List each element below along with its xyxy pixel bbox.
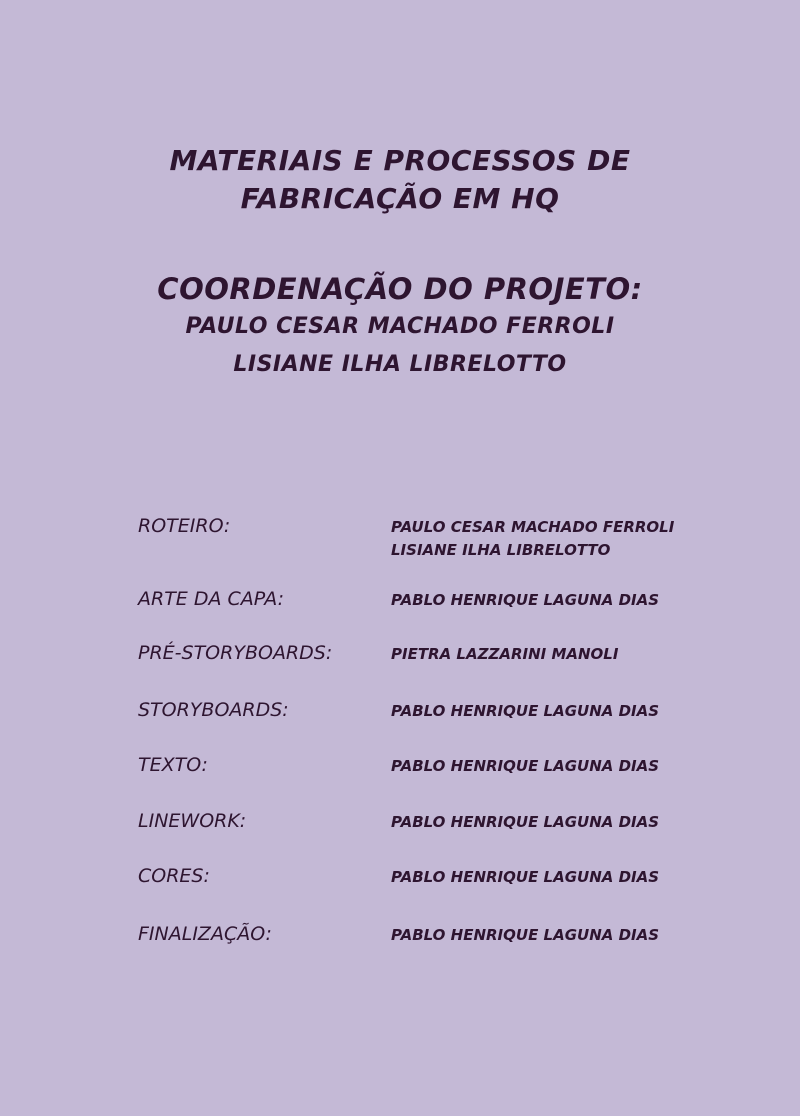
coordination-block	[0, 270, 800, 384]
credit-name: PABLO HENRIQUE LAGUNA DIAS	[391, 702, 660, 720]
coordinator-name: LISIANE ILHA LIBRELOTTO	[233, 352, 567, 377]
credit-names	[391, 755, 659, 778]
credit-role: ROTEIRO:	[138, 515, 231, 537]
credit-name: PABLO HENRIQUE LAGUNA DIAS	[391, 813, 660, 831]
book-title-line-2: FABRICAÇÃO EM HQ	[240, 182, 560, 215]
credit-names	[391, 589, 659, 612]
credit-role: FINALIZAÇÃO:	[138, 923, 272, 945]
credit-name: PABLO HENRIQUE LAGUNA DIAS	[391, 868, 660, 886]
credit-name: LISIANE ILHA LIBRELOTTO	[391, 541, 611, 559]
credit-role: TEXTO:	[138, 754, 208, 776]
credit-name: PABLO HENRIQUE LAGUNA DIAS	[391, 926, 660, 944]
credit-name: PABLO HENRIQUE LAGUNA DIAS	[391, 757, 660, 775]
coordination-heading: COORDENAÇÃO DO PROJETO:	[157, 272, 643, 306]
credit-names	[391, 516, 674, 562]
credit-names	[391, 866, 659, 889]
credit-role: ARTE DA CAPA:	[138, 588, 285, 610]
credit-names	[391, 811, 659, 834]
credit-role: PRÉ-STORYBOARDS:	[138, 642, 333, 664]
credit-name: PABLO HENRIQUE LAGUNA DIAS	[391, 591, 660, 609]
book-title-line-1: MATERIAIS E PROCESSOS DE	[169, 144, 631, 177]
credit-names	[391, 643, 618, 666]
credit-name: PAULO CESAR MACHADO FERROLI	[391, 518, 675, 536]
credit-names	[391, 924, 659, 947]
book-title	[0, 142, 800, 218]
credit-role: CORES:	[138, 865, 210, 887]
coordinator-name: PAULO CESAR MACHADO FERROLI	[185, 314, 615, 339]
credit-names	[391, 700, 659, 723]
credit-name: PIETRA LAZZARINI MANOLI	[391, 645, 619, 663]
credit-role: STORYBOARDS:	[138, 699, 289, 721]
credit-role: LINEWORK:	[138, 810, 247, 832]
